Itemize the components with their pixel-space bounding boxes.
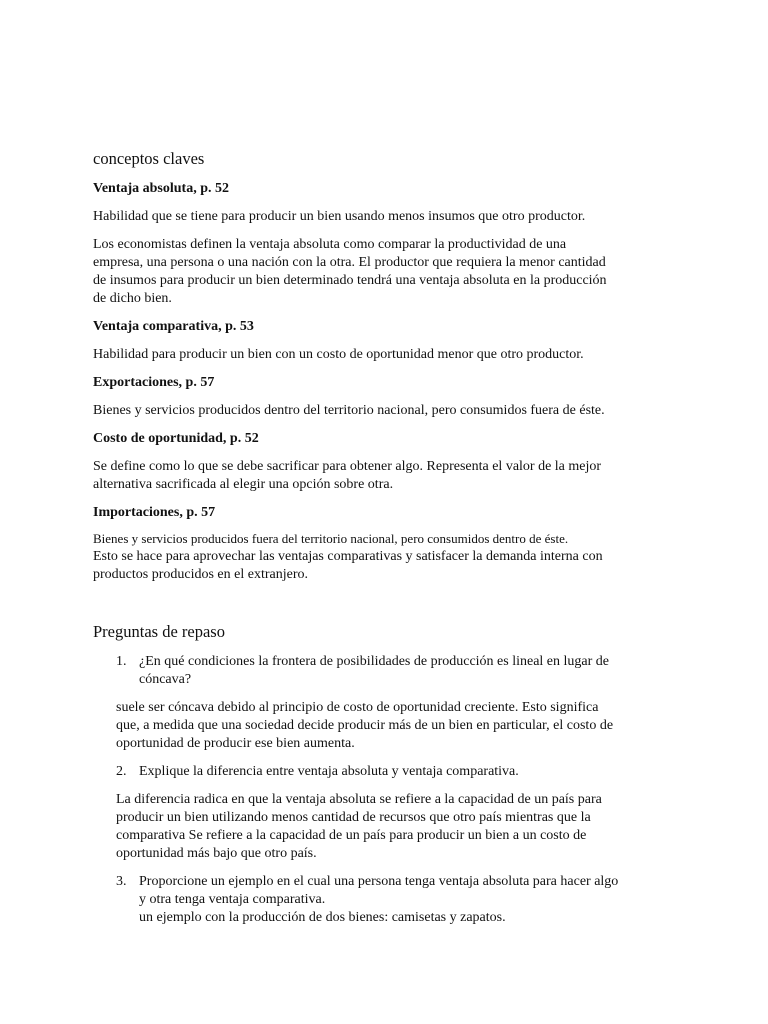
answer-line: oportunidad más bajo que otro país. (116, 846, 317, 861)
answer-line: comparativa Se refiere a la capacidad de un país para producir un bien a un costo de (116, 828, 587, 843)
term-exportaciones: Exportaciones, p. 57 (93, 375, 215, 390)
note-line: Esto se hace para aprovechar las ventajas comparativas y satisfacer la demanda interna con (93, 549, 603, 564)
preguntas-heading: Preguntas de repaso (93, 622, 225, 641)
note-line: de dicho bien. (93, 291, 172, 306)
answer-line: que, a medida que una sociedad decide producir más de un bien en particular, el costo de (116, 718, 614, 733)
answer-1 (116, 699, 676, 753)
term-importaciones: Importaciones, p. 57 (93, 505, 216, 520)
note-ventaja-absoluta (93, 236, 673, 308)
note-line: productos producidos en el extranjero. (93, 567, 308, 582)
definition-ventaja-absoluta: Habilidad que se tiene para producir un bien usando menos insumos que otro productor. (93, 209, 586, 224)
definition-ventaja-comparativa: Habilidad para producir un bien con un costo de oportunidad menor que otro productor. (93, 347, 584, 362)
answer-line: La diferencia radica en que la ventaja absoluta se refiere a la capacidad de un país para (116, 792, 602, 807)
answer-line: producir un bien utilizando menos cantidad de recursos que otro país mientras que la (116, 810, 591, 825)
definition-line: Se define como lo que se debe sacrificar para obtener algo. Representa el valor de la mejor (93, 459, 602, 474)
question-line: Proporcione un ejemplo en el cual una persona tenga ventaja absoluta para hacer algo (139, 874, 619, 889)
note-line: Los economistas definen la ventaja absoluta como comparar la productividad de una (93, 237, 567, 252)
answer-2 (116, 791, 676, 863)
definition-exportaciones: Bienes y servicios producidos dentro del territorio nacional, pero consumidos fuera de éste. (93, 403, 605, 418)
question-3 (139, 873, 679, 927)
question-line: Explique la diferencia entre ventaja absoluta y ventaja comparativa. (139, 764, 519, 779)
term-ventaja-comparativa: Ventaja comparativa, p. 53 (93, 319, 254, 334)
definition-line: alternativa sacrificada al elegir una opción sobre otra. (93, 477, 394, 492)
note-line: empresa, una persona o una nación con la otra. El productor que requiera la menor cantidad (93, 255, 606, 270)
question-number: 1. (116, 654, 127, 669)
answer-line: oportunidad de producir ese bien aumenta. (116, 736, 355, 751)
definition-importaciones: Bienes y servicios producidos fuera del territorio nacional, pero consumidos dentro de éste. (93, 531, 569, 546)
conceptos-heading: conceptos claves (93, 149, 205, 168)
definition-costo-oportunidad (93, 458, 673, 494)
term-costo-oportunidad: Costo de oportunidad, p. 52 (93, 431, 259, 446)
term-ventaja-absoluta: Ventaja absoluta, p. 52 (93, 181, 230, 196)
note-line: de insumos para producir un bien determinado tendrá una ventaja absoluta en la producción (93, 273, 607, 288)
question-line: un ejemplo con la producción de dos bienes: camisetas y zapatos. (139, 910, 506, 925)
question-line: cóncava? (139, 672, 192, 687)
answer-line: suele ser cóncava debido al principio de costo de oportunidad creciente. Esto significa (116, 700, 599, 715)
question-1 (139, 653, 679, 689)
question-number: 3. (116, 874, 127, 889)
note-importaciones (93, 548, 673, 584)
question-line: y otra tenga ventaja comparativa. (139, 892, 326, 907)
question-2 (139, 763, 679, 781)
question-number: 2. (116, 764, 127, 779)
question-line: ¿En qué condiciones la frontera de posibilidades de producción es lineal en lugar de (139, 654, 609, 669)
